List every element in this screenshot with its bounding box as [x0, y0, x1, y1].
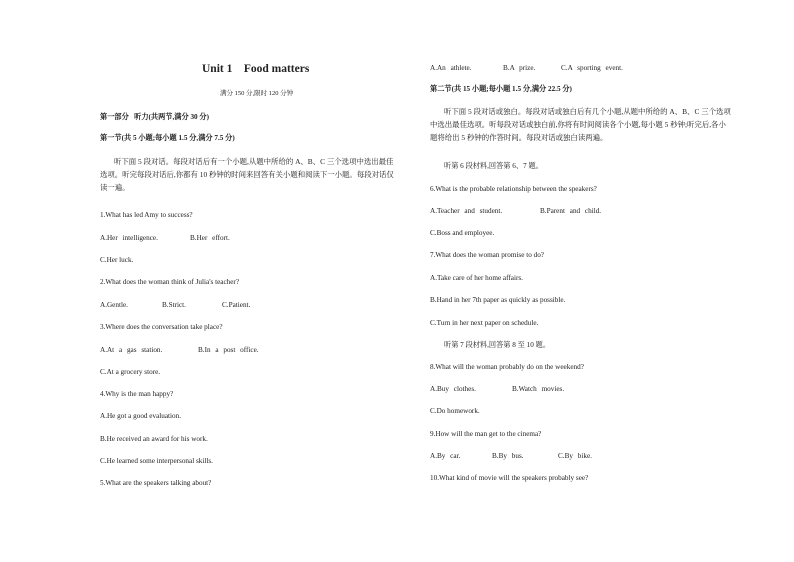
question-9: 9.How will the man get to the cinema? [430, 430, 542, 438]
option-b[interactable]: B.A prize. [503, 64, 536, 72]
option-a[interactable]: A.Her intelligence. [100, 234, 158, 242]
option-c[interactable]: C.Do homework. [430, 407, 480, 415]
option-c[interactable]: C.Her luck. [100, 256, 134, 264]
option-c[interactable]: C.Patient. [222, 301, 251, 309]
question-9-options [430, 452, 592, 461]
option-a[interactable]: A.Teacher and student. [430, 207, 503, 215]
question-6-options [430, 207, 601, 216]
material-note: 听第 6 段材料,回答第 6、7 题。 [444, 162, 543, 170]
option-b[interactable]: B.Hand in her 7th paper as quickly as possible. [430, 296, 566, 304]
question-10: 10.What kind of movie will the speakers probably see? [430, 474, 589, 482]
page-title: Unit 1 Food matters [202, 63, 310, 75]
question-2: 2.What does the woman think of Julia's teacher? [100, 278, 240, 286]
option-a[interactable]: A.Gentle. [100, 301, 128, 309]
option-a[interactable]: A.Buy clothes. [430, 385, 476, 393]
section-instructions: 听下面 5 段对话或独白。每段对话或独白后有几个小题,从题中所给的 A、B、C 三个选项中选出最佳选项。听每段对话或独白前,你将有时间阅读各个小题,每小题 5 秒钟;听完后,各小题将给出 5 秒钟的作答时间。每段对话或独白读两遍。 [430, 107, 731, 142]
question-1: 1.What has led Amy to success? [100, 211, 193, 219]
section-heading: 第二节(共 15 小题;每小题 1.5 分,满分 22.5 分) [430, 85, 572, 93]
question-1-options [100, 234, 230, 243]
option-b[interactable]: B.He received an award for his work. [100, 435, 208, 443]
option-a[interactable]: A.At a gas station. [100, 346, 163, 354]
question-8-options [430, 385, 564, 394]
score-time-note: 满分 150 分,限时 120 分钟 [220, 90, 294, 97]
question-5-options [430, 64, 623, 73]
option-a[interactable]: A.Take care of her home affairs. [430, 274, 523, 282]
part-heading: 第一部分 听力(共两节,满分 30 分) [100, 113, 210, 121]
section-instructions: 听下面 5 段对话。每段对话后有一个小题,从题中所给的 A、B、C 三个选项中选出最佳选项。听完每段对话后,你都有 10 秒钟的时间来回答有关小题和阅读下一小题。每段对话仅读一遍。 [100, 157, 394, 192]
option-c[interactable]: C.Turn in her next paper on schedule. [430, 319, 539, 327]
option-b[interactable]: B.In a post office. [198, 346, 259, 354]
question-6: 6.What is the probable relationship between the speakers? [430, 185, 597, 193]
option-c[interactable]: C.At a grocery store. [100, 368, 161, 376]
material-note: 听第 7 段材料,回答第 8 至 10 题。 [444, 341, 551, 349]
option-b[interactable]: B.Her effort. [190, 234, 230, 242]
question-8: 8.What will the woman probably do on the weekend? [430, 363, 584, 371]
question-3: 3.Where does the conversation take place? [100, 323, 223, 331]
question-4: 4.Why is the man happy? [100, 390, 174, 398]
option-b[interactable]: B.By bus. [492, 452, 524, 460]
question-7: 7.What does the woman promise to do? [430, 251, 544, 259]
option-b[interactable]: B.Strict. [162, 301, 186, 309]
option-c[interactable]: C.By bike. [558, 452, 592, 460]
section-heading: 第一节(共 5 小题;每小题 1.5 分,满分 7.5 分) [100, 134, 235, 142]
question-5: 5.What are the speakers talking about? [100, 479, 212, 487]
option-c[interactable]: C.He learned some interpersonal skills. [100, 457, 213, 465]
option-a[interactable]: A.By car. [430, 452, 461, 460]
question-2-options [100, 301, 250, 310]
option-c[interactable]: C.Boss and employee. [430, 229, 495, 237]
option-b[interactable]: B.Parent and child. [540, 207, 602, 215]
option-a[interactable]: A.An athlete. [430, 64, 472, 72]
option-b[interactable]: B.Watch movies. [512, 385, 565, 393]
option-a[interactable]: A.He got a good evaluation. [100, 412, 182, 420]
option-c[interactable]: C.A sporting event. [561, 64, 623, 72]
question-3-options [100, 346, 259, 355]
